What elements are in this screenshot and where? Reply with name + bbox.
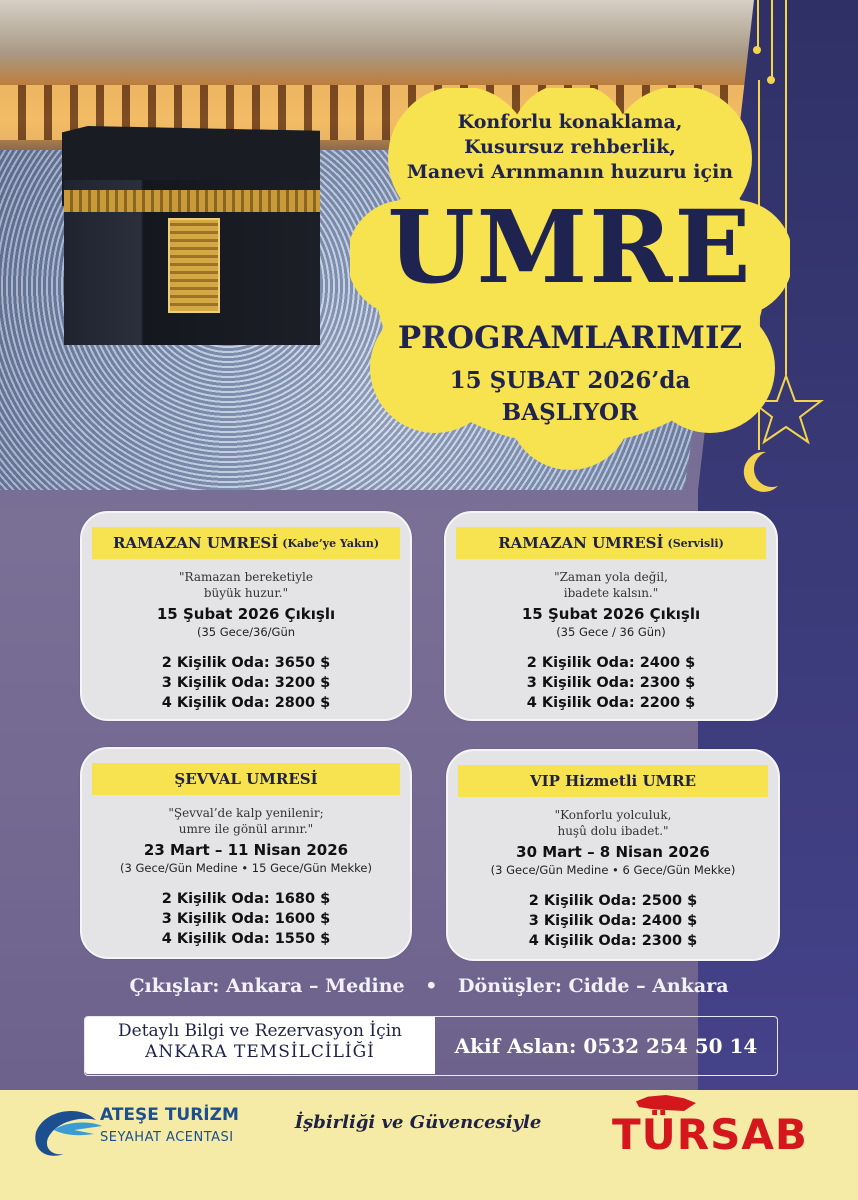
tagline-line-3: Manevi Arınmanın huzuru için [406, 161, 734, 183]
package-title-text: ŞEVVAL UMRESİ [174, 770, 318, 788]
departure-date: 15 Şubat 2026 Çıkışlı [156, 605, 336, 623]
price-list [446, 653, 776, 713]
quote-line: "Şevval’de kalp yenilenir; [168, 806, 324, 820]
return-route: Dönüşler: Cidde – Ankara [458, 975, 729, 997]
package-card-ramazan-servisli [444, 511, 778, 721]
ornament-string [757, 0, 759, 48]
route-info [0, 975, 858, 997]
package-card-vip [446, 749, 780, 961]
route-separator: • [425, 975, 438, 997]
package-title-text: VIP Hizmetli UMRE [529, 772, 697, 790]
departure-date: 15 Şubat 2026 Çıkışlı [521, 605, 701, 623]
tursab-logo: TÜRSAB [612, 1110, 808, 1159]
main-title: UMRE [387, 188, 753, 306]
contact-box [84, 1016, 778, 1076]
price-triple: 3 Kişilik Oda: 1600 $ [161, 911, 331, 927]
headline-badge [350, 88, 790, 473]
quote-line: büyük huzur." [203, 586, 289, 600]
duration: (3 Gece/Gün Medine • 15 Gece/Gün Mekke) [120, 861, 372, 875]
package-card-sevval [80, 747, 412, 959]
package-quote [82, 569, 410, 601]
price-quad: 4 Kişilik Oda: 1550 $ [161, 931, 331, 947]
departure-route: Çıkışlar: Ankara – Medine [129, 975, 405, 997]
package-title [458, 765, 768, 797]
price-triple: 3 Kişilik Oda: 3200 $ [161, 675, 331, 691]
ornament-dot [767, 76, 775, 84]
price-double: 2 Kişilik Oda: 2400 $ [526, 655, 696, 671]
price-quad: 4 Kişilik Oda: 2300 $ [528, 933, 698, 949]
ornament-dot [753, 46, 761, 54]
tagline-line-1: Konforlu konaklama, [457, 111, 683, 133]
kaaba-gold-band [64, 190, 320, 212]
package-title-text: RAMAZAN UMRESİ [112, 534, 279, 552]
price-quad: 4 Kişilik Oda: 2800 $ [161, 695, 331, 711]
tagline-line-2: Kusursuz rehberlik, [464, 136, 676, 158]
quote-line: huşû dolu ibadet." [557, 824, 669, 838]
package-title [456, 527, 766, 559]
info-line: Detaylı Bilgi ve Rezervasyon İçin [118, 1021, 402, 1041]
package-quote [446, 569, 776, 601]
package-title-text: RAMAZAN UMRESİ [498, 534, 664, 552]
quote-line: umre ile gönül arınır." [178, 822, 314, 836]
quote-line: "Ramazan bereketiyle [179, 570, 313, 584]
subtitle: PROGRAMLARIMIZ [397, 320, 743, 356]
contact-phone[interactable]: Akif Aslan: 0532 254 50 14 [454, 1033, 758, 1058]
duration: (35 Gece/36/Gün [196, 625, 296, 639]
ornament-string [771, 0, 773, 78]
package-quote [448, 807, 778, 839]
office-name: ANKARA TEMSİLCİLİĞİ [145, 1042, 375, 1062]
quote-line: "Zaman yola değil, [554, 570, 668, 584]
price-triple: 3 Kişilik Oda: 2300 $ [526, 675, 696, 691]
duration: (35 Gece / 36 Gün) [556, 625, 666, 639]
package-title-note: (Servisli) [667, 536, 724, 550]
price-double: 2 Kişilik Oda: 2500 $ [528, 893, 698, 909]
start-date: 15 ŞUBAT 2026’da [449, 367, 691, 394]
quote-line: ibadete kalsın." [563, 586, 659, 600]
package-card-ramazan-kabe [80, 511, 412, 721]
departure-date: 30 Mart – 8 Nisan 2026 [516, 843, 710, 861]
slogan: İşbirliği ve Güvencesiyle [294, 1112, 542, 1133]
package-title [92, 763, 400, 795]
agency-subtitle: SEYAHAT ACENTASI [100, 1130, 234, 1145]
price-list [448, 891, 778, 951]
price-triple: 3 Kişilik Oda: 2400 $ [528, 913, 698, 929]
price-double: 2 Kişilik Oda: 1680 $ [161, 891, 331, 907]
kaaba-door [168, 218, 220, 313]
agency-name: ATEŞE TURİZM [100, 1105, 239, 1125]
package-quote [82, 805, 410, 837]
price-list [82, 889, 410, 949]
price-list [82, 653, 410, 713]
contact-label [85, 1017, 435, 1074]
price-quad: 4 Kişilik Oda: 2200 $ [526, 695, 696, 711]
package-title [92, 527, 400, 559]
quote-line: "Konforlu yolculuk, [554, 808, 672, 822]
start-date-suffix: BAŞLIYOR [501, 399, 639, 426]
duration: (3 Gece/Gün Medine • 6 Gece/Gün Mekke) [490, 863, 736, 877]
departure-date: 23 Mart – 11 Nisan 2026 [143, 841, 349, 859]
package-title-note: (Kabe’ye Yakın) [282, 536, 380, 550]
price-double: 2 Kişilik Oda: 3650 $ [161, 655, 331, 671]
